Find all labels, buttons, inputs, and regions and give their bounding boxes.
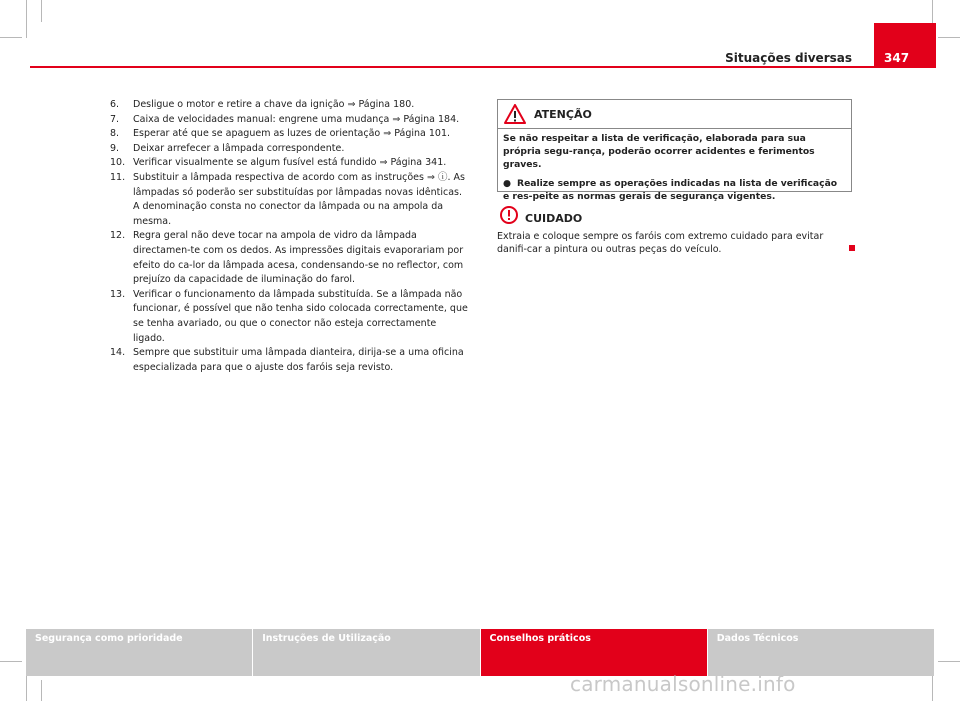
warning-title: ATENÇÃO — [534, 108, 592, 121]
crop-mark — [938, 661, 960, 662]
step-text: Deixar arrefecer a lâmpada correspondente. — [133, 142, 345, 154]
list-item — [110, 156, 470, 171]
footer-tab-dados[interactable]: Dados Técnicos — [708, 629, 934, 676]
warning-bullet-text: Realize sempre as operações indicadas na lista de verificação e res-peite as normas gerais de segurança vigentes. — [503, 178, 838, 202]
warning-triangle-icon — [504, 104, 526, 124]
footer-tabs — [26, 629, 934, 676]
step-text: Sempre que substituir uma lâmpada dianteira, dirija-se a uma oficina especializada para que o ajuste dos faróis seja revisto. — [133, 347, 464, 373]
warning-paragraph: Se não respeitar a lista de verificação, elaborada para sua própria segu-rança, poderão ocorrer acidentes e ferimentos graves. — [503, 133, 815, 170]
list-item — [110, 346, 470, 375]
step-text: Desligue o motor e retire a chave da ignição ⇒ Página 180. — [133, 99, 415, 110]
step-number: 11. — [110, 171, 126, 183]
caution-title: CUIDADO — [525, 212, 583, 225]
list-item — [110, 171, 470, 229]
step-number: 10. — [110, 157, 126, 169]
step-text: Regra geral não deve tocar na ampola de vidro da lâmpada directamen-te com os dedos. As impressões digitais evaporariam por efeito do ca-lor da lâmpada acesa, condensando-se no reflector, com prejuízo da capacidade de iluminação do farol. — [133, 230, 464, 286]
step-number: 6. — [110, 99, 120, 110]
crop-mark — [0, 661, 22, 662]
warning-box — [497, 99, 852, 202]
warning-bullet-item — [503, 177, 846, 203]
step-text: Esperar até que se apaguem as luzes de orientação ⇒ Página 101. — [133, 128, 451, 140]
step-number: 7. — [110, 113, 120, 125]
step-list — [110, 98, 470, 375]
crop-mark — [41, 0, 42, 22]
crop-mark — [0, 37, 22, 38]
list-item — [110, 142, 470, 157]
step-number: 9. — [110, 142, 120, 154]
step-text: Verificar o funcionamento da lâmpada substituída. Se a lâmpada não funcionar, é possível que não tenha sido colocada correctamente, que se tenha avariado, ou que o conector não esteja correctamente ligado. — [133, 288, 468, 344]
footer-tab-conselhos[interactable]: Conselhos práticos — [481, 629, 707, 676]
crop-mark — [26, 0, 27, 38]
crop-mark — [41, 680, 42, 701]
page-number: 347 — [874, 23, 936, 68]
step-number: 8. — [110, 128, 120, 140]
list-item — [110, 229, 470, 287]
step-number: 14. — [110, 347, 126, 359]
list-item — [110, 113, 470, 128]
step-number: 12. — [110, 230, 126, 242]
warning-body — [498, 129, 851, 203]
section-title: Situações diversas — [725, 51, 852, 65]
section-end-marker — [849, 245, 855, 251]
step-number: 13. — [110, 288, 126, 300]
step-text: Substituir a lâmpada respectiva de acordo com as instruções ⇒ ⓘ. As lâmpadas só poderão ser substituídas por lâmpadas novas idênticas. A denominação consta no conector da lâmpada ou na ampola da mesma. — [133, 171, 465, 227]
caution-circle-icon — [500, 206, 518, 224]
crop-mark — [938, 37, 960, 38]
list-item — [110, 98, 470, 113]
caution-text: Extraia e coloque sempre os faróis com extremo cuidado para evitar danifi-car a pintura ou outras peças do veículo. — [497, 231, 824, 255]
list-item — [110, 127, 470, 142]
footer-tab-seguranca[interactable]: Segurança como prioridade — [26, 629, 252, 676]
list-item — [110, 288, 470, 346]
warning-header — [498, 100, 851, 129]
watermark: carmanualsonline.info — [570, 672, 796, 696]
bullet: ● — [503, 178, 512, 189]
footer-tab-instrucoes[interactable]: Instruções de Utilização — [253, 629, 479, 676]
step-text: Caixa de velocidades manual: engrene uma mudança ⇒ Página 184. — [133, 113, 460, 125]
step-text: Verificar visualmente se algum fusível está fundido ⇒ Página 341. — [133, 157, 447, 169]
header-rule — [30, 66, 936, 68]
